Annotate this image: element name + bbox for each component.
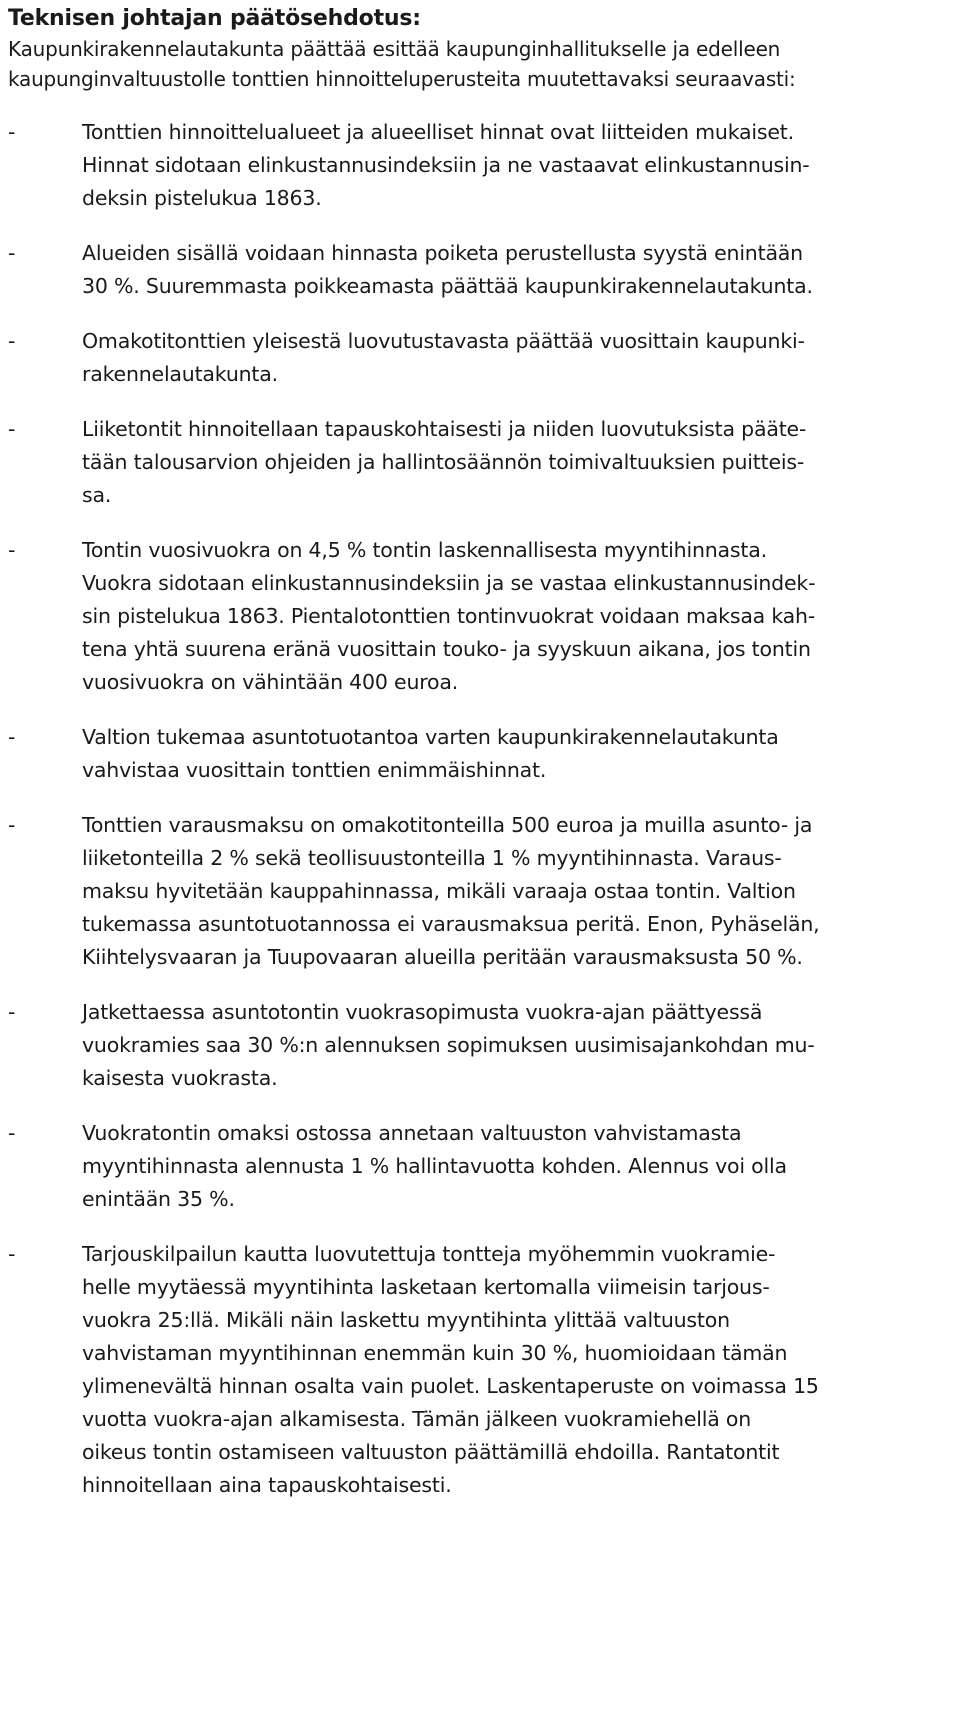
list-item (8, 809, 954, 974)
bullet-dash: - (8, 417, 16, 441)
list-item (8, 1238, 954, 1502)
list-item-text: Tarjouskilpailun kautta luovutettuja tontteja myöhemmin vuokramie- helle myytäessä myyntihinta lasketaan kertomalla viimeisin tarjous- vuokra 25:llä. Mikäli näin laskettu myyntihinta ylittää valtuuston vahvistaman myyntihinnan enemmän kuin 30 %, huomioidaan tämän ylimenevältä hinnan osalta vain puolet. Laskentaperuste on voimassa 15 vuotta vuokra-ajan alkamisesta. Tämän jälkeen vuokramiehellä on oikeus tontin ostamiseen valtuuston päättämillä ehdoilla. Rantatontit hinnoitellaan aina tapauskohtaisesti. (82, 1242, 819, 1497)
list-item-text: Tontin vuosivuokra on 4,5 % tontin laskennallisesta myyntihinnasta. Vuokra sidotaan elinkustannusindeksiin ja se vastaa elinkustannusindek- sin pistelukua 1863. Pientalotonttien tontinvuokrat voidaan maksaa kah- tena yhtä suurena eränä vuosittain touko- ja syyskuun aikana, jos tontin vuosivuokra on vähintään 400 euroa. (82, 538, 816, 694)
list-item-text: Tonttien hinnoittelualueet ja alueelliset hinnat ovat liitteiden mukaiset. Hinnat sidotaan elinkustannusindeksiin ja ne vastaavat elinkustannusin- deksin pistelukua 1863. (82, 120, 810, 210)
proposal-list (8, 116, 954, 1502)
list-item-text: Liiketontit hinnoitellaan tapauskohtaisesti ja niiden luovutuksista pääte- tään talousarvion ohjeiden ja hallintosäännön toimivaltuuksien puitteis- sa. (82, 417, 807, 507)
list-item (8, 237, 954, 303)
bullet-dash: - (8, 1000, 16, 1024)
list-item-text: Alueiden sisällä voidaan hinnasta poiketa perustellusta syystä enintään 30 %. Suuremmasta poikkeamasta päättää kaupunkirakennelautakunta. (82, 241, 813, 298)
list-item (8, 1117, 954, 1216)
intro-paragraph: Kaupunkirakennelautakunta päättää esittää kaupunginhallitukselle ja edelleen kaupunginvaltuustolle tonttien hinnoitteluperusteita muutettavaksi seuraavasti: (8, 37, 796, 91)
list-item (8, 325, 954, 391)
document-title: Teknisen johtajan päätösehdotus: (8, 6, 421, 31)
bullet-dash: - (8, 725, 16, 749)
bullet-dash: - (8, 120, 16, 144)
bullet-dash: - (8, 813, 16, 837)
bullet-dash: - (8, 538, 16, 562)
list-item-text: Vuokratontin omaksi ostossa annetaan valtuuston vahvistamasta myyntihinnasta alennusta 1 % hallintavuotta kohden. Alennus voi olla enintään 35 %. (82, 1121, 787, 1211)
bullet-dash: - (8, 1242, 16, 1266)
list-item-text: Valtion tukemaa asuntotuotantoa varten kaupunkirakennelautakunta vahvistaa vuosittain tonttien enimmäishinnat. (82, 725, 779, 782)
list-item (8, 534, 954, 699)
bullet-dash: - (8, 241, 16, 265)
bullet-dash: - (8, 1121, 16, 1145)
list-item (8, 721, 954, 787)
list-item-text: Omakotitonttien yleisestä luovutustavasta päättää vuosittain kaupunki- rakennelautakunta. (82, 329, 805, 386)
list-item-text: Tonttien varausmaksu on omakotitonteilla 500 euroa ja muilla asunto- ja liiketonteilla 2 % sekä teollisuustonteilla 1 % myyntihinnasta. Varaus- maksu hyvitetään kauppahinnassa, mikäli varaaja ostaa tontin. Valtion tukemassa asuntotuotannossa ei varausmaksua peritä. Enon, Pyhäselän, Kiihtelysvaaran ja Tuupovaaran alueilla peritään varausmaksusta 50 %. (82, 813, 820, 969)
list-item (8, 996, 954, 1095)
list-item (8, 116, 954, 215)
decision-proposal-document (8, 4, 954, 1502)
bullet-dash: - (8, 329, 16, 353)
list-item-text: Jatkettaessa asuntotontin vuokrasopimusta vuokra-ajan päättyessä vuokramies saa 30 %:n alennuksen sopimuksen uusimisajankohdan mu- kaisesta vuokrasta. (82, 1000, 815, 1090)
list-item (8, 413, 954, 512)
